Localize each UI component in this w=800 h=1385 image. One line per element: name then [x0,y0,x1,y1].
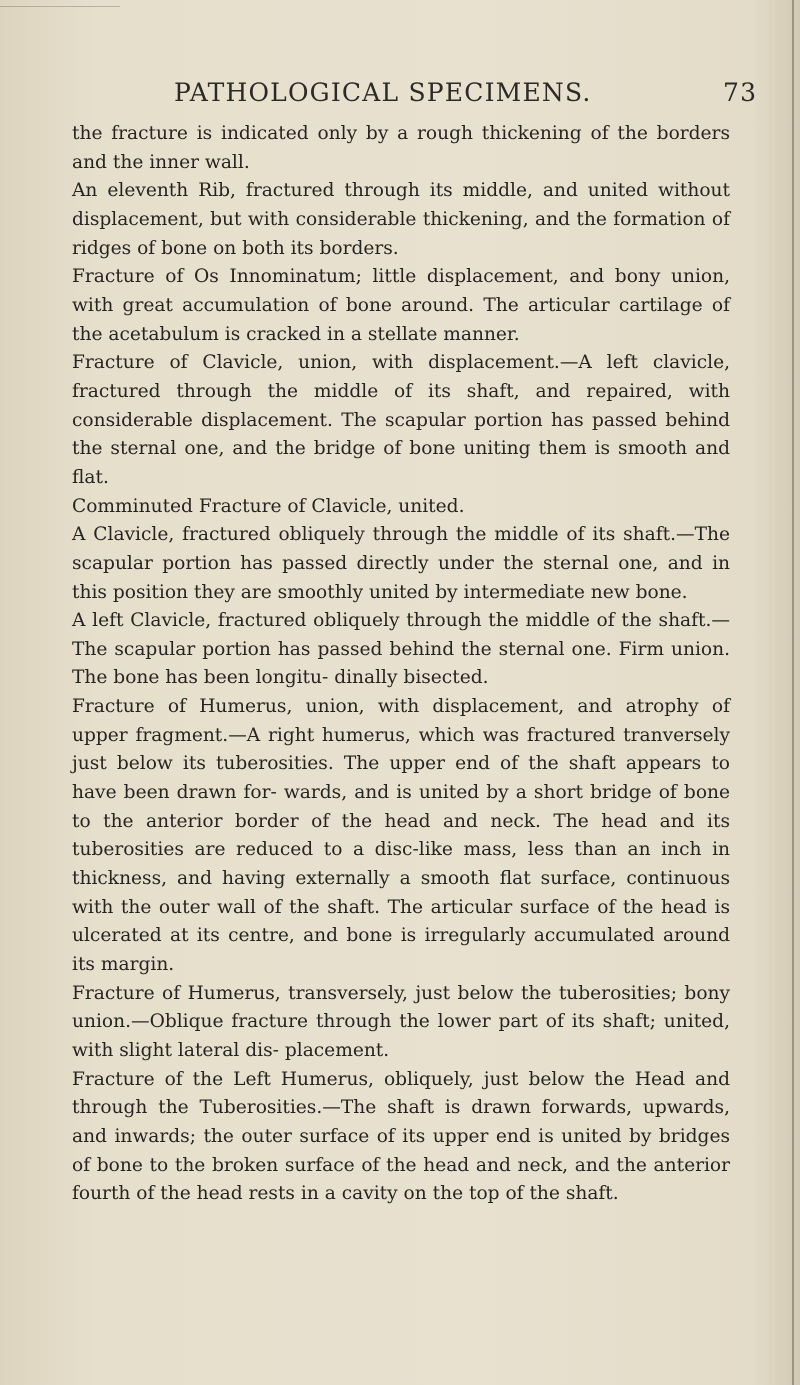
page-number: 73 [723,78,758,107]
paragraph: Fracture of Clavicle, union, with displacement.—A left clavicle, fractured through the middle of its shaft, and repaired, with considerable displacement. The scapular portion has passed behind the sternal one, and the bridge of bone uniting them is smooth and flat. [72,352,730,488]
paragraph: A Clavicle, fractured obliquely through the middle of its shaft.—The scapular portion has passed directly under the sternal one, and in this position they are smoothly united by intermediate new bone. [72,524,730,603]
page-right-edge [792,0,794,1385]
paragraph: Fracture of the Left Humerus, obliquely, just below the Head and through the Tuberosities.—The shaft is drawn forwards, upwards, and inwards; the outer surface of its upper end is united by bridges of bone to the broken surface of the head and neck, and the anterior fourth of the head rests in a cavity on the top of the shaft. [72,1068,730,1205]
body-text [72,120,730,1209]
paragraph: the fracture is indicated only by a rough thickening of the borders and the inner wall. [72,123,730,173]
running-head: PATHOLOGICAL SPECIMENS. [174,78,592,107]
page-header [0,78,800,118]
paragraph: Fracture of Humerus, union, with displacement, and atrophy of upper fragment.—A right humerus, which was fractured tranversely just below its tuberosities. The upper end of the shaft appears to have been drawn for- wards, and is united by a short bridge of bone to the anterior border of the head and neck. The head and its tuberosities are reduced to a disc-like mass, less than an inch in thickness, and having externally a smooth flat surface, continuous with the outer wall of the shaft. The articular surface of the head is ulcerated at its centre, and bone is irregularly accumulated around its margin. [72,696,730,976]
paragraph: An eleventh Rib, fractured through its middle, and united without displacement, but with considerable thickening, and the formation of ridges of bone on both its borders. [72,180,730,259]
paragraph: Comminuted Fracture of Clavicle, united. [72,495,465,517]
page-top-rule [0,6,120,7]
paragraph: Fracture of Humerus, transversely, just below the tuberosities; bony union.—Oblique fracture through the lower part of its shaft; united, with slight lateral dis- placement. [72,982,730,1061]
paragraph: Fracture of Os Innominatum; little displacement, and bony union, with great accumulation of bone around. The articular cartilage of the acetabulum is cracked in a stellate manner. [72,266,730,345]
paragraph: A left Clavicle, fractured obliquely through the middle of the shaft.—The scapular portion has passed behind the sternal one. Firm union. The bone has been longitu- dinally bisected. [72,610,730,689]
